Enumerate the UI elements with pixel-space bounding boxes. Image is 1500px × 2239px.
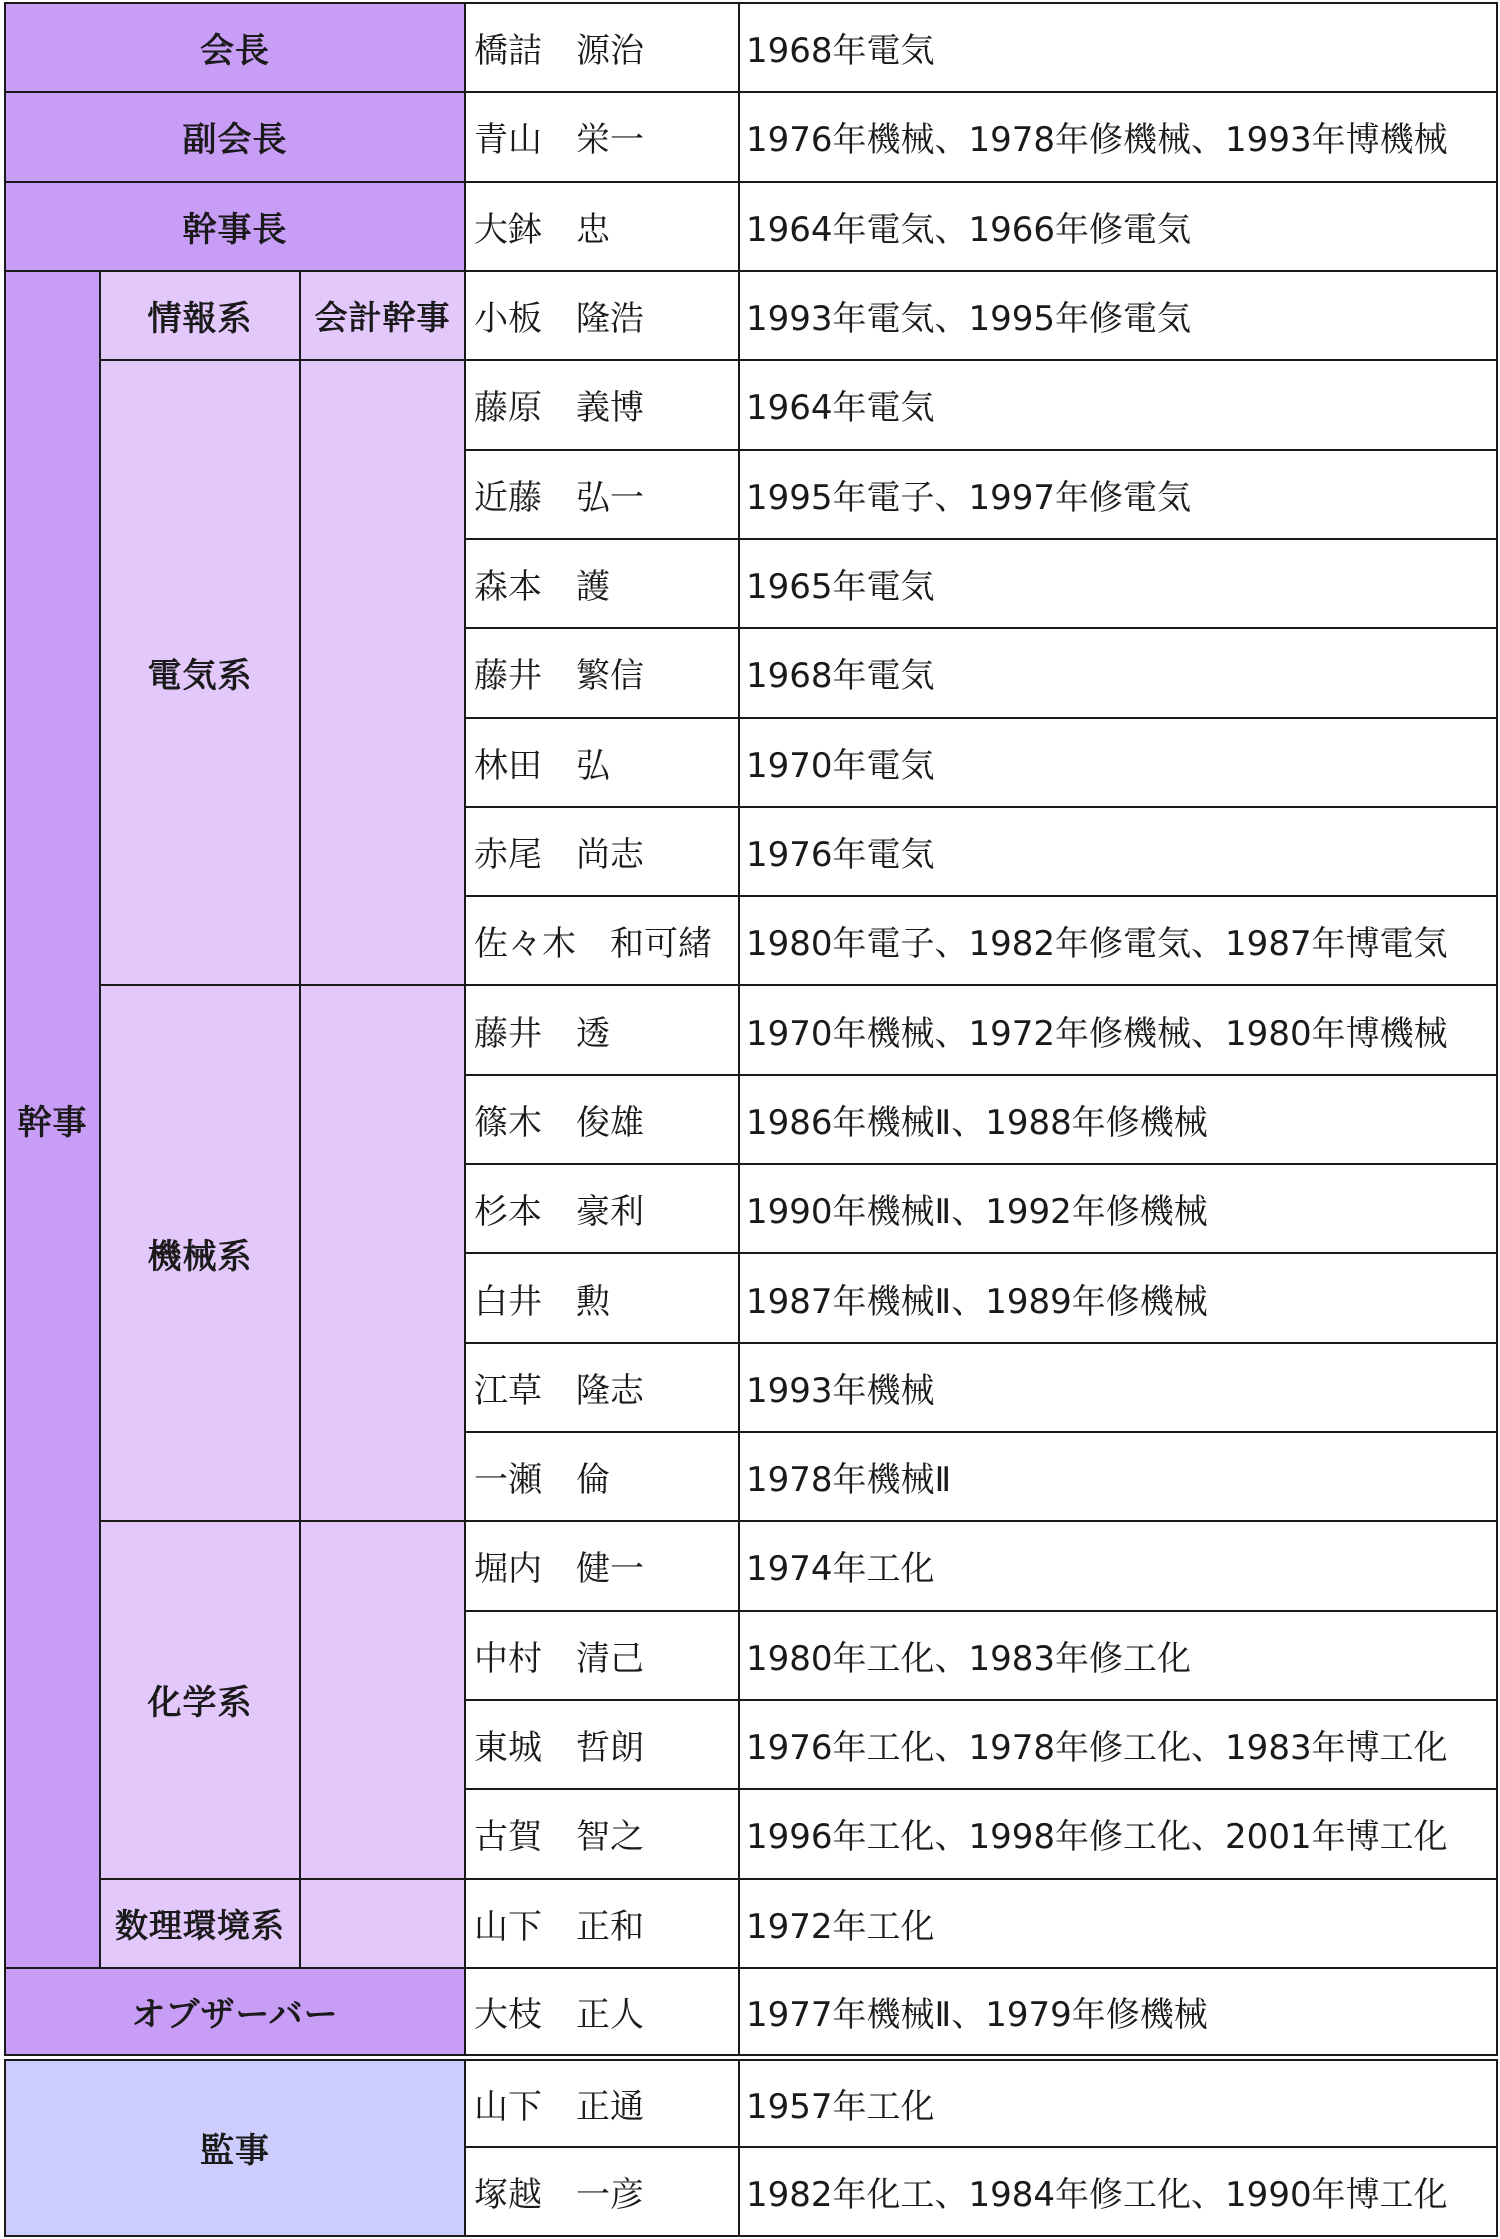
dept-electrical-blank (300, 360, 465, 985)
member-history: 1957年工化 (739, 2057, 1497, 2146)
member-name: 塚越 一彦 (465, 2147, 739, 2237)
member-name: 橋詰 源治 (465, 3, 739, 92)
dept-mechanical: 機械系 (100, 985, 300, 1521)
member-name: 古賀 智之 (465, 1789, 739, 1878)
member-history: 1976年工化、1978年修工化、1983年博工化 (739, 1700, 1497, 1789)
member-history: 1977年機械Ⅱ、1979年修機械 (739, 1968, 1497, 2057)
member-history: 1982年化工、1984年修工化、1990年博工化 (739, 2147, 1497, 2237)
member-name: 篠木 俊雄 (465, 1075, 739, 1164)
table-row (5, 92, 1497, 181)
member-history: 1976年電気 (739, 807, 1497, 896)
role-vice-president: 副会長 (5, 92, 465, 181)
member-history: 1964年電気、1966年修電気 (739, 182, 1497, 271)
member-name: 近藤 弘一 (465, 450, 739, 539)
table-row (5, 360, 1497, 449)
table-row (5, 3, 1497, 92)
member-history: 1964年電気 (739, 360, 1497, 449)
dept-math-env: 数理環境系 (100, 1879, 300, 1968)
member-history: 1995年電子、1997年修電気 (739, 450, 1497, 539)
member-name: 東城 哲朗 (465, 1700, 739, 1789)
role-president: 会長 (5, 3, 465, 92)
member-history: 1974年工化 (739, 1521, 1497, 1610)
member-name: 藤原 義博 (465, 360, 739, 449)
table-row (5, 1968, 1497, 2057)
dept-math-env-blank (300, 1879, 465, 1968)
member-history: 1990年機械Ⅱ、1992年修機械 (739, 1164, 1497, 1253)
role-observer: オブザーバー (5, 1968, 465, 2057)
member-name: 白井 勲 (465, 1253, 739, 1342)
member-history: 1972年工化 (739, 1879, 1497, 1968)
member-name: 藤井 透 (465, 985, 739, 1074)
member-name: 山下 正和 (465, 1879, 739, 1968)
member-history: 1993年電気、1995年修電気 (739, 271, 1497, 360)
member-history: 1996年工化、1998年修工化、2001年博工化 (739, 1789, 1497, 1878)
member-history: 1970年機械、1972年修機械、1980年博機械 (739, 985, 1497, 1074)
member-name: 堀内 健一 (465, 1521, 739, 1610)
member-history: 1968年電気 (739, 3, 1497, 92)
table-row (5, 182, 1497, 271)
table-row (5, 1879, 1497, 1968)
member-name: 一瀬 倫 (465, 1432, 739, 1521)
member-name: 林田 弘 (465, 718, 739, 807)
role-secretaries: 幹事 (5, 271, 100, 1968)
officer-roster-table (4, 2, 1498, 2237)
role-secretary-general: 幹事長 (5, 182, 465, 271)
member-history: 1976年機械、1978年修機械、1993年博機械 (739, 92, 1497, 181)
member-history: 1968年電気 (739, 628, 1497, 717)
member-name: 藤井 繁信 (465, 628, 739, 717)
member-name: 大枝 正人 (465, 1968, 739, 2057)
member-history: 1965年電気 (739, 539, 1497, 628)
table-row (5, 1521, 1497, 1610)
member-name: 江草 隆志 (465, 1343, 739, 1432)
member-history: 1993年機械 (739, 1343, 1497, 1432)
member-name: 大鉢 忠 (465, 182, 739, 271)
table-row (5, 985, 1497, 1074)
member-history: 1987年機械Ⅱ、1989年修機械 (739, 1253, 1497, 1342)
dept-electrical: 電気系 (100, 360, 300, 985)
member-name: 森本 護 (465, 539, 739, 628)
dept-chemistry: 化学系 (100, 1521, 300, 1878)
table-row (5, 271, 1497, 360)
role-accounting: 会計幹事 (300, 271, 465, 360)
member-name: 小板 隆浩 (465, 271, 739, 360)
dept-mechanical-blank (300, 985, 465, 1521)
dept-info: 情報系 (100, 271, 300, 360)
member-history: 1980年電子、1982年修電気、1987年博電気 (739, 896, 1497, 985)
dept-chemistry-blank (300, 1521, 465, 1878)
table-row (5, 2057, 1497, 2146)
member-name: 青山 栄一 (465, 92, 739, 181)
member-name: 山下 正通 (465, 2057, 739, 2146)
member-history: 1970年電気 (739, 718, 1497, 807)
member-history: 1978年機械Ⅱ (739, 1432, 1497, 1521)
member-history: 1980年工化、1983年修工化 (739, 1611, 1497, 1700)
member-history: 1986年機械Ⅱ、1988年修機械 (739, 1075, 1497, 1164)
member-name: 赤尾 尚志 (465, 807, 739, 896)
member-name: 佐々木 和可緒 (465, 896, 739, 985)
member-name: 杉本 豪利 (465, 1164, 739, 1253)
member-name: 中村 清己 (465, 1611, 739, 1700)
role-auditor: 監事 (5, 2057, 465, 2236)
